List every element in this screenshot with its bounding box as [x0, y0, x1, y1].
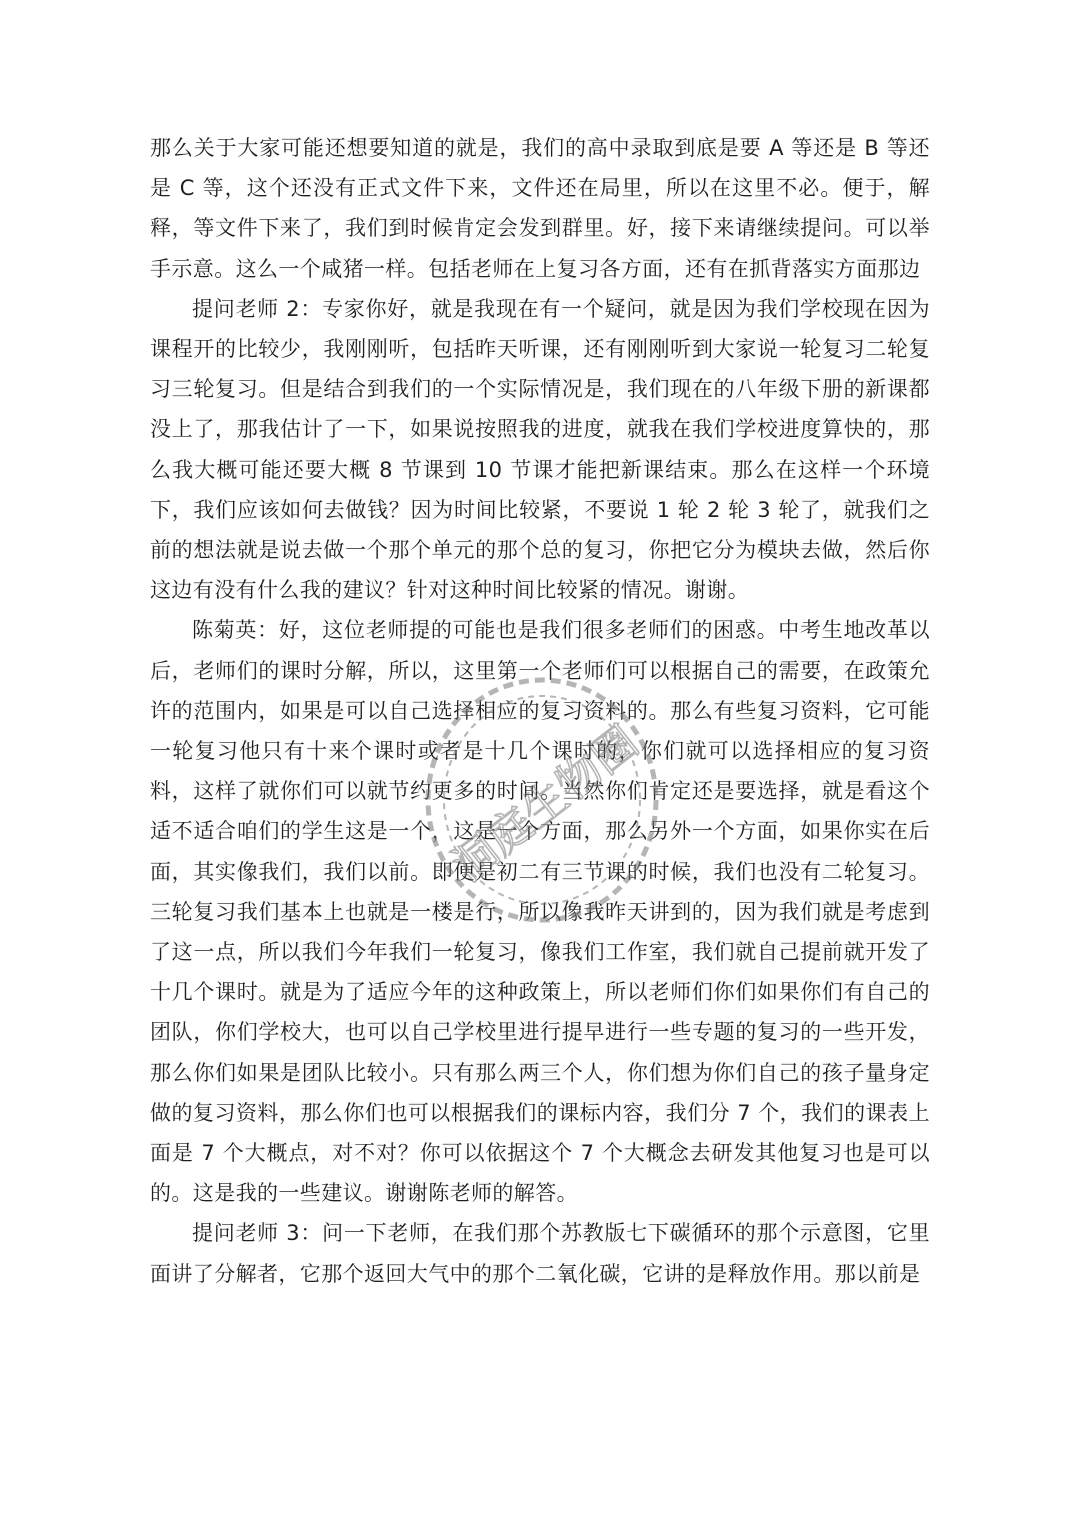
paragraph-question-2: 提问老师 2：专家你好，就是我现在有一个疑问，就是因为我们学校现在因为课程开的比较少，我刚刚听，包括昨天听课，还有刚刚听到大家说一轮复习二轮复习三轮复习。但是结合到我们的一个实际情况是，我们现在的八年级下册的新课都没上了，那我估计了一下，如果说按照我的进度，就我在我们学校进度算快的，那么我大概可能还要大概 8 节课到 10 节课才能把新课结束。那么在这样一个环境下，我们应该如何去做钱？因为时间比较紧，不要说 1 轮 2 轮 3 轮了，就我们之前的想法就是说去做一个那个单元的那个总的复习，你把它分为模块去做，然后你这边有没有什么我的建议？针对这种时间比较紧的情况。谢谢。 [150, 296, 930, 603]
document-page [150, 128, 930, 1294]
paragraph-intro: 那么关于大家可能还想要知道的就是，我们的高中录取到底是要 A 等还是 B 等还是 C 等，这个还没有正式文件下来，文件还在局里，所以在这里不必。便于，解释，等文件下来了，我们到时候肯定会发到群里。好，接下来请继续提问。可以举手示意。这么一个咸猪一样。包括老师在上复习各方面，还有在抓背落实方面那边 [150, 136, 930, 281]
watermark-text: 洞庭生物圈 [443, 716, 648, 893]
paragraph-answer-chen: 陈菊英：好，这位老师提的可能也是我们很多老师们的困惑。中考生地改革以后，老师们的课时分解，所以，这里第一个老师们可以根据自己的需要，在政策允许的范围内，如果是可以自己选择相应的复习资料的。那么有些复习资料，它可能一轮复习他只有十来个课时或者是十几个课时的，你们就可以选择相应的复习资料，这样了就你们可以就节约更多的时间。当然你们肯定还是要选择，就是看这个适不适合咱们的学生这是一个，这是一个方面，那么另外一个方面，如果你实在后面，其实像我们，我们以前。即便是初二有三节课的时候，我们也没有二轮复习。三轮复习我们基本上也就是一楼是行，所以像我昨天讲到的，因为我们就是考虑到了这一点，所以我们今年我们一轮复习，像我们工作室，我们就自己提前就开发了十几个课时。就是为了适应今年的这种政策上，所以老师们你们如果你们有自己的团队，你们学校大，也可以自己学校里进行提早进行一些专题的复习的一些开发，那么你们如果是团队比较小。只有那么两三个人，你们想为你们自己的孩子量身定做的复习资料，那么你们也可以根据我们的课标内容，我们分 7 个，我们的课表上面是 7 个大概点，对不对？你可以依据这个 7 个大概念去研发其他复习也是可以的。这是我的一些建议。谢谢陈老师的解答。 [150, 618, 930, 1206]
paragraph-question-3: 提问老师 3：问一下老师，在我们那个苏教版七下碳循环的那个示意图，它里面讲了分解者，它那个返回大气中的那个二氧化碳，它讲的是释放作用。那以前是 [150, 1221, 930, 1286]
